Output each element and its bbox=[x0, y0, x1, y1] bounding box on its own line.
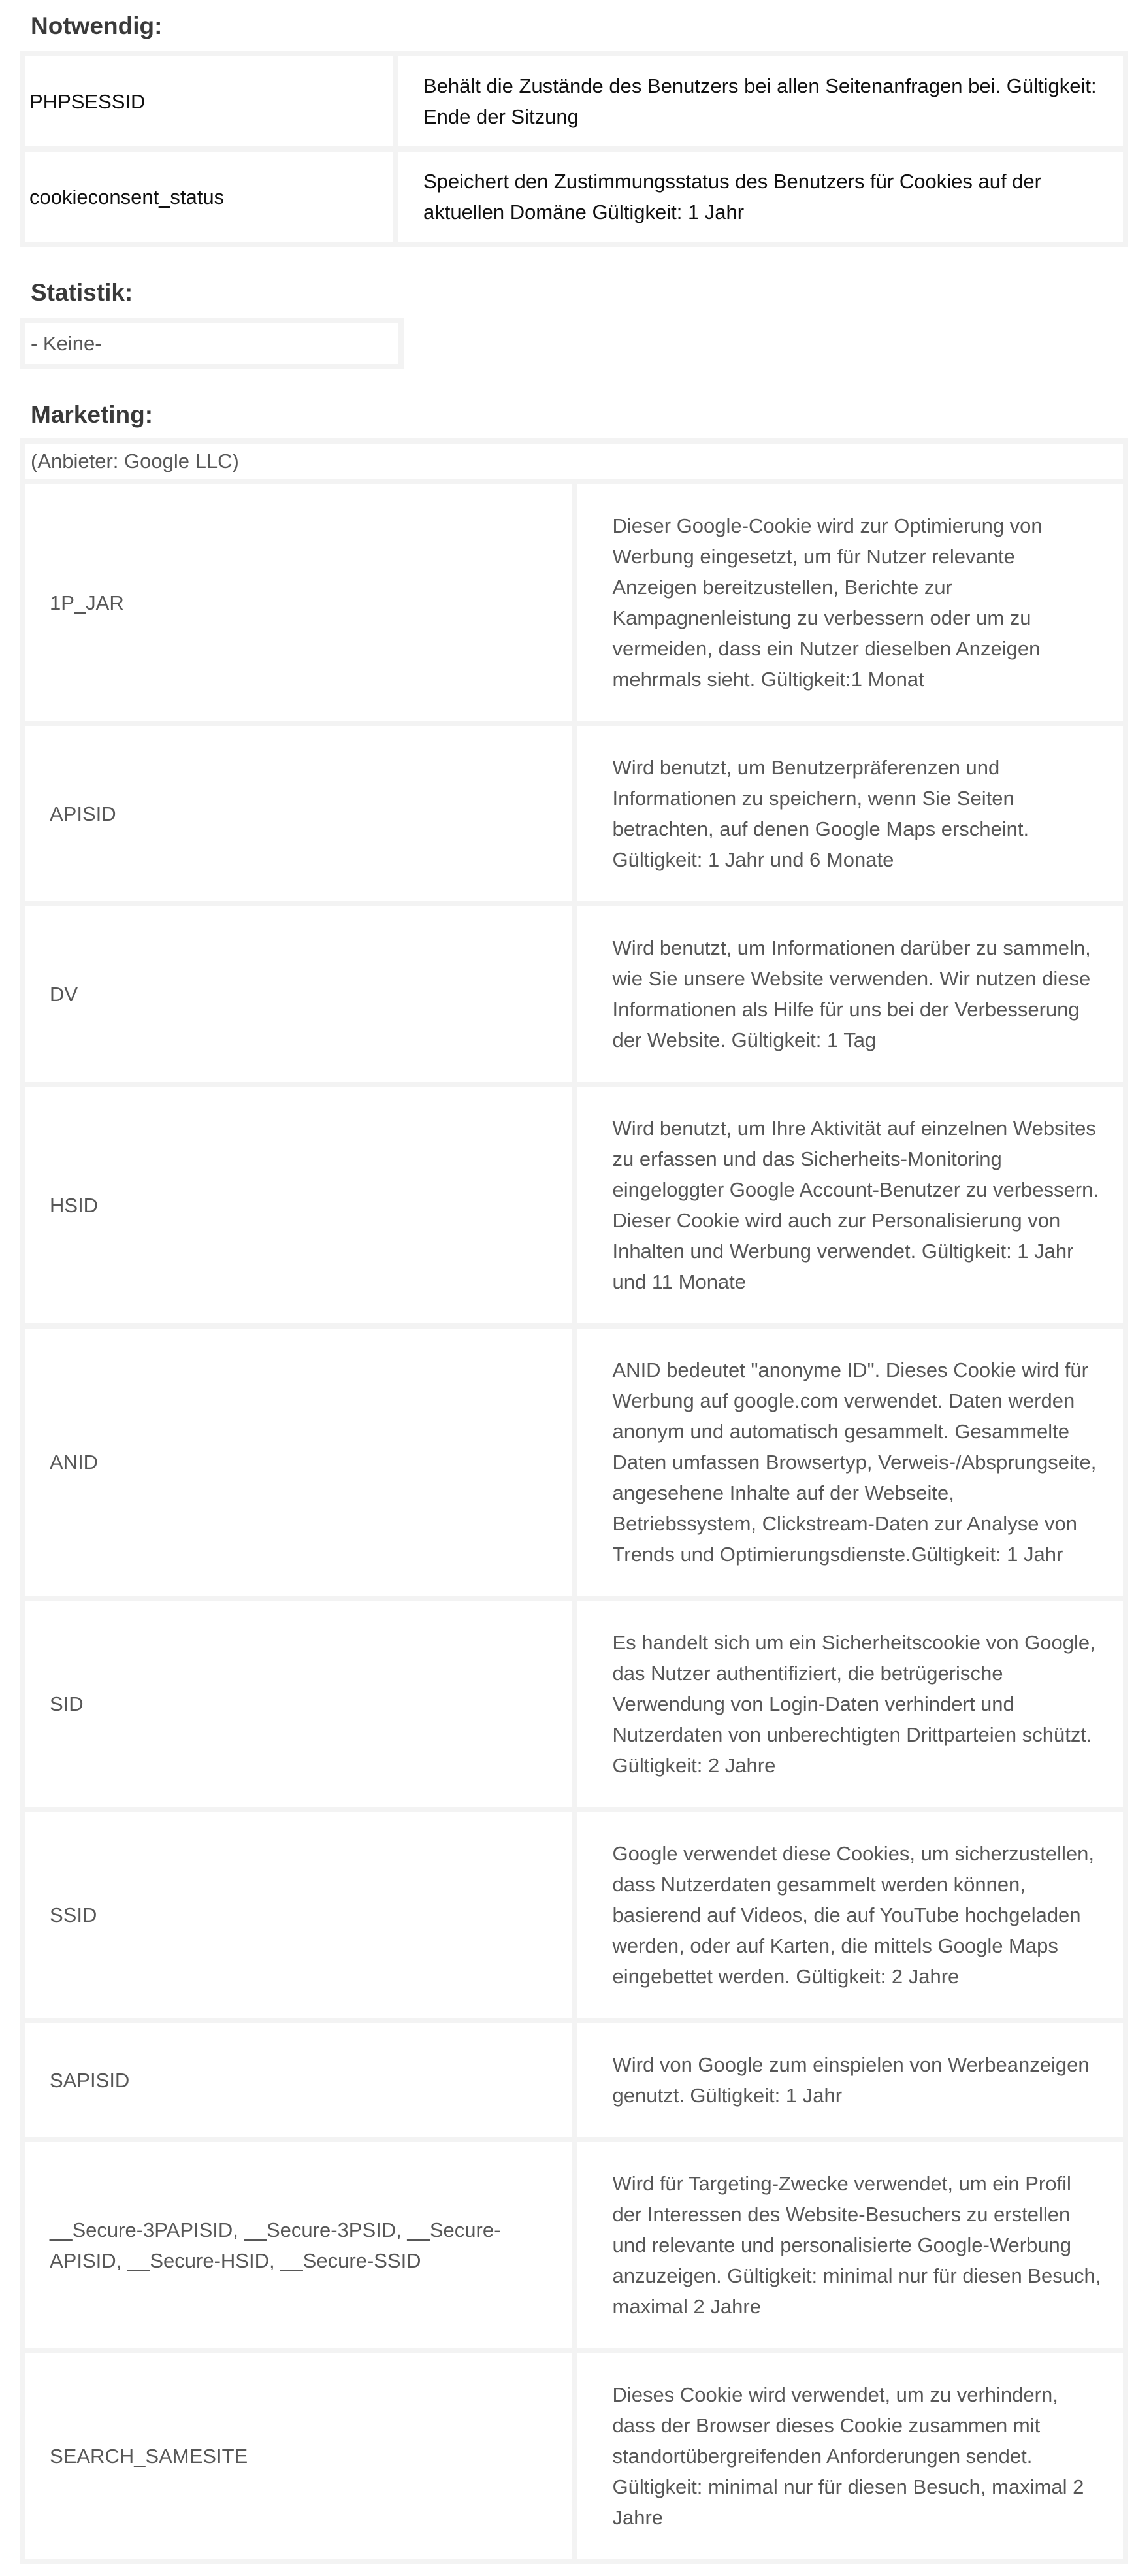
cookie-row bbox=[25, 152, 1123, 242]
cookie-description-cell: Dieser Google-Cookie wird zur Optimierung von Werbung eingesetzt, um für Nutzer relevante Anzeigen bereitzustellen, Berichte zur Kampagnenleistung zu verbessern oder um zu vermeiden, dass ein Nutzer dieselben Anzeigen mehrmals sieht. Gültigkeit:1 Monat bbox=[577, 484, 1124, 721]
cookie-description-cell: Wird benutzt, um Ihre Aktivität auf einzelnen Websites zu erfassen und das Sicherheits-Monitoring eingeloggter Google Account-Benutzer zu verbessern. Dieser Cookie wird auch zur Personalisierung von Inhalten und Werbung verwendet. Gültigkeit: 1 Jahr und 11 Monate bbox=[577, 1087, 1124, 1323]
cookie-name-cell: SEARCH_SAMESITE bbox=[25, 2353, 572, 2559]
cookie-description-cell: Google verwendet diese Cookies, um sicherzustellen, dass Nutzerdaten gesammelt werden können, basierend auf Videos, die auf YouTube hochgeladen werden, oder auf Karten, die mittels Google Maps eingebettet werden. Gültigkeit: 2 Jahre bbox=[577, 1812, 1124, 2018]
cookie-name-cell: HSID bbox=[25, 1087, 572, 1323]
cookie-name-cell: PHPSESSID bbox=[25, 56, 393, 146]
cookie-description-cell: Es handelt sich um ein Sicherheitscookie von Google, das Nutzer authentifiziert, die betrügerische Verwendung von Login-Daten verhindert und Nutzerdaten von unberechtigten Drittparteien schützt. Gültigkeit: 2 Jahre bbox=[577, 1601, 1124, 1807]
cookie-description-cell: Wird für Targeting-Zwecke verwendet, um ein Profil der Interessen des Website-Besuchers zu erstellen und relevante und personalisierte Google-Werbung anzuzeigen. Gültigkeit: minimal nur für diesen Besuch, maximal 2 Jahre bbox=[577, 2142, 1124, 2348]
cookie-name-cell: 1P_JAR bbox=[25, 484, 572, 721]
statistik-cookie-table bbox=[20, 318, 404, 369]
section-heading-statistik: Statistik: bbox=[31, 279, 133, 306]
cookie-row bbox=[25, 726, 1123, 901]
cookie-row bbox=[25, 1329, 1123, 1596]
cookie-description-cell: Behält die Zustände des Benutzers bei allen Seitenanfragen bei. Gültigkeit: Ende der Sitzung bbox=[398, 56, 1123, 146]
cookie-name-cell: __Secure-3PAPISID, __Secure-3PSID, __Secure-APISID, __Secure-HSID, __Secure-SSID bbox=[25, 2142, 572, 2348]
cookie-row bbox=[25, 323, 398, 364]
cookie-name-cell: ANID bbox=[25, 1329, 572, 1596]
cookie-description-cell: Wird von Google zum einspielen von Werbeanzeigen genutzt. Gültigkeit: 1 Jahr bbox=[577, 2023, 1124, 2137]
cookie-row bbox=[25, 1087, 1123, 1323]
provider-row bbox=[25, 444, 1123, 479]
notwendig-cookie-table bbox=[20, 51, 1128, 247]
cookie-description-cell: Dieses Cookie wird verwendet, um zu verhindern, dass der Browser dieses Cookie zusammen mit standortübergreifenden Anforderungen sendet. Gültigkeit: minimal nur für diesen Besuch, maximal 2 Jahre bbox=[577, 2353, 1124, 2559]
cookie-name-cell: DV bbox=[25, 906, 572, 1082]
cookie-name-cell: cookieconsent_status bbox=[25, 152, 393, 242]
cookie-description-cell: Wird benutzt, um Informationen darüber zu sammeln, wie Sie unsere Website verwenden. Wir nutzen diese Informationen als Hilfe für uns bei der Verbesserung der Website. Gültigkeit: 1 Tag bbox=[577, 906, 1124, 1082]
marketing-cookie-table bbox=[20, 438, 1128, 2564]
cookie-row bbox=[25, 906, 1123, 1082]
statistik-none-cell: - Keine- bbox=[25, 323, 398, 364]
provider-cell: (Anbieter: Google LLC) bbox=[25, 444, 1123, 479]
cookie-name-cell: APISID bbox=[25, 726, 572, 901]
cookie-row bbox=[25, 2142, 1123, 2348]
cookie-name-cell: SSID bbox=[25, 1812, 572, 2018]
cookie-name-cell: SID bbox=[25, 1601, 572, 1807]
cookie-row bbox=[25, 1812, 1123, 2018]
cookie-row bbox=[25, 2023, 1123, 2137]
cookie-description-cell: Wird benutzt, um Benutzerpräferenzen und Informationen zu speichern, wenn Sie Seiten betrachten, auf denen Google Maps erscheint. Gültigkeit: 1 Jahr und 6 Monate bbox=[577, 726, 1124, 901]
cookie-row bbox=[25, 2353, 1123, 2559]
section-heading-marketing: Marketing: bbox=[31, 401, 154, 428]
section-heading-notwendig: Notwendig: bbox=[31, 12, 163, 39]
cookie-name-cell: SAPISID bbox=[25, 2023, 572, 2137]
cookie-row bbox=[25, 1601, 1123, 1807]
cookie-row bbox=[25, 56, 1123, 146]
cookie-description-cell: ANID bedeutet "anonyme ID". Dieses Cookie wird für Werbung auf google.com verwendet. Daten werden anonym und automatisch gesammelt. Gesammelte Daten umfassen Browsertyp, Verweis-/Absprungseite, angesehene Inhalte auf der Webseite, Betriebssystem, Clickstream-Daten zur Analyse von Trends und Optimierungsdienste.Gültigkeit: 1 Jahr bbox=[577, 1329, 1124, 1596]
cookie-row bbox=[25, 484, 1123, 721]
cookie-description-cell: Speichert den Zustimmungsstatus des Benutzers für Cookies auf der aktuellen Domäne Gültigkeit: 1 Jahr bbox=[398, 152, 1123, 242]
